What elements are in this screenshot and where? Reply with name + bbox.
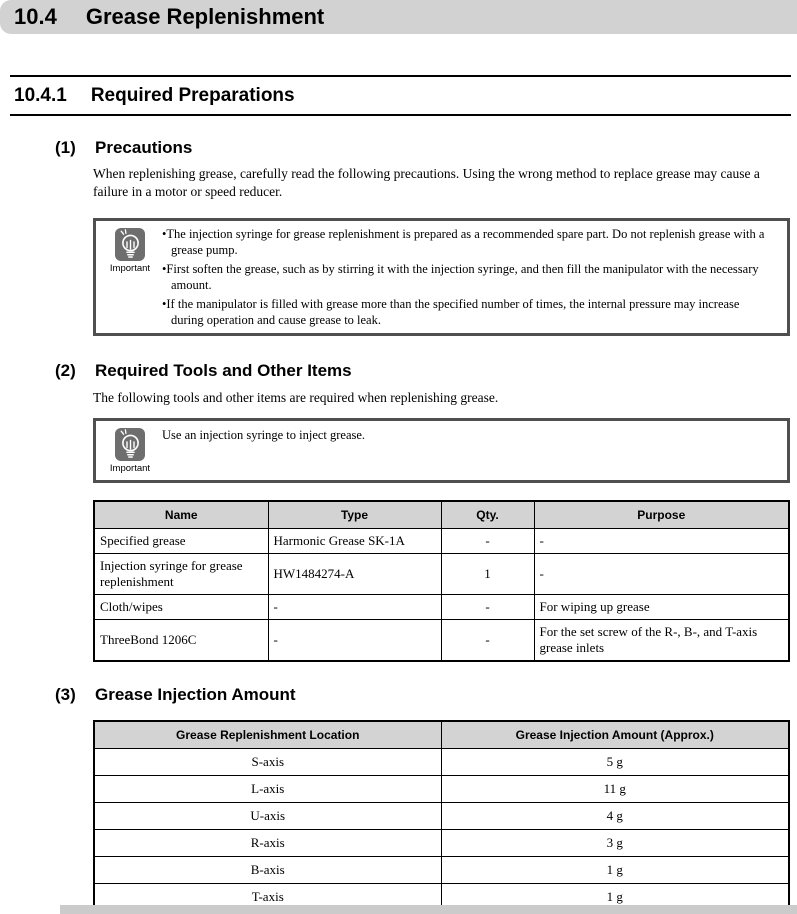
cell-name: Injection syringe for grease replenishment xyxy=(94,554,268,595)
precautions-body: When replenishing grease, carefully read the following precautions. Using the wrong method to replace grease may cause a failure in a motor or speed reducer. xyxy=(93,166,760,199)
chapter-title: Grease Replenishment xyxy=(85,4,325,29)
cell-amount: 5 g xyxy=(441,749,789,776)
tools-col-name: Name xyxy=(94,501,268,529)
cell-qty: - xyxy=(441,595,534,620)
important-box-precautions xyxy=(93,218,790,336)
cell-amount: 4 g xyxy=(441,803,789,830)
amount-col-location: Grease Replenishment Location xyxy=(94,721,441,749)
section-title: Required Preparations xyxy=(90,85,295,106)
cell-qty: - xyxy=(441,529,534,554)
tools-col-type: Type xyxy=(268,501,441,529)
section-heading xyxy=(10,75,791,116)
important-label: Important xyxy=(109,263,151,274)
cell-amount: 1 g xyxy=(441,884,789,912)
tools-col-qty: Qty. xyxy=(441,501,534,529)
footer-bar xyxy=(60,905,797,914)
important-icon-column xyxy=(104,426,156,475)
injection-heading-number: (3) xyxy=(55,685,76,704)
tools-body: The following tools and other items are required when replenishing grease. xyxy=(93,390,499,405)
cell-purpose: - xyxy=(534,529,789,554)
cell-amount: 11 g xyxy=(441,776,789,803)
precaution-item: • If the manipulator is filled with grease more than the specified number of times, the internal pressure may increase during operation and cause grease to leak. xyxy=(162,297,775,328)
tools-col-purpose: Purpose xyxy=(534,501,789,529)
cell-amount: 1 g xyxy=(441,857,789,884)
cell-name: Cloth/wipes xyxy=(94,595,268,620)
cell-axis: S-axis xyxy=(94,749,441,776)
chapter-number: 10.4 xyxy=(14,4,57,29)
injection-amount-table xyxy=(93,720,790,912)
tools-table-header-row xyxy=(94,501,789,529)
cell-axis: L-axis xyxy=(94,776,441,803)
table-row xyxy=(94,803,789,830)
injection-heading xyxy=(0,683,797,707)
tools-heading xyxy=(0,359,797,383)
cell-purpose: - xyxy=(534,554,789,595)
table-row xyxy=(94,830,789,857)
tools-table xyxy=(93,500,790,662)
chapter-header-bar xyxy=(0,0,797,34)
cell-axis: R-axis xyxy=(94,830,441,857)
important-icon-column xyxy=(104,226,156,328)
table-row xyxy=(94,595,789,620)
amount-col-amount: Grease Injection Amount (Approx.) xyxy=(441,721,789,749)
cell-purpose: For the set screw of the R-, B-, and T-axis grease inlets xyxy=(534,620,789,662)
tools-heading-title: Required Tools and Other Items xyxy=(95,361,352,380)
table-row xyxy=(94,554,789,595)
important-box-tools xyxy=(93,418,790,483)
cell-type: - xyxy=(268,595,441,620)
precaution-item: • First soften the grease, such as by stirring it with the injection syringe, and then fill the manipulator with the necessary amount. xyxy=(162,262,775,293)
cell-name: ThreeBond 1206C xyxy=(94,620,268,662)
table-row xyxy=(94,776,789,803)
amount-table-header-row xyxy=(94,721,789,749)
lightbulb-icon xyxy=(115,228,145,261)
cell-qty: - xyxy=(441,620,534,662)
precautions-bullet-list xyxy=(156,226,779,328)
injection-heading-title: Grease Injection Amount xyxy=(95,685,296,704)
cell-purpose: For wiping up grease xyxy=(534,595,789,620)
cell-type: HW1484274-A xyxy=(268,554,441,595)
precautions-heading-number: (1) xyxy=(55,138,76,157)
cell-qty: 1 xyxy=(441,554,534,595)
tools-heading-number: (2) xyxy=(55,361,76,380)
cell-name: Specified grease xyxy=(94,529,268,554)
table-row xyxy=(94,749,789,776)
cell-amount: 3 g xyxy=(441,830,789,857)
important-label: Important xyxy=(109,463,151,474)
precautions-heading-title: Precautions xyxy=(95,138,193,157)
tools-note: Use an injection syringe to inject grease. xyxy=(162,428,366,442)
cell-type: Harmonic Grease SK-1A xyxy=(268,529,441,554)
cell-type: - xyxy=(268,620,441,662)
precautions-heading xyxy=(0,136,797,160)
cell-axis: B-axis xyxy=(94,857,441,884)
table-row xyxy=(94,529,789,554)
precaution-item: • The injection syringe for grease replenishment is prepared as a recommended spare part. Do not replenish grease with a grease pump. xyxy=(162,227,775,258)
table-row xyxy=(94,857,789,884)
table-row xyxy=(94,620,789,662)
lightbulb-icon xyxy=(115,428,145,461)
cell-axis: T-axis xyxy=(94,884,441,912)
section-number: 10.4.1 xyxy=(14,85,67,106)
cell-axis: U-axis xyxy=(94,803,441,830)
